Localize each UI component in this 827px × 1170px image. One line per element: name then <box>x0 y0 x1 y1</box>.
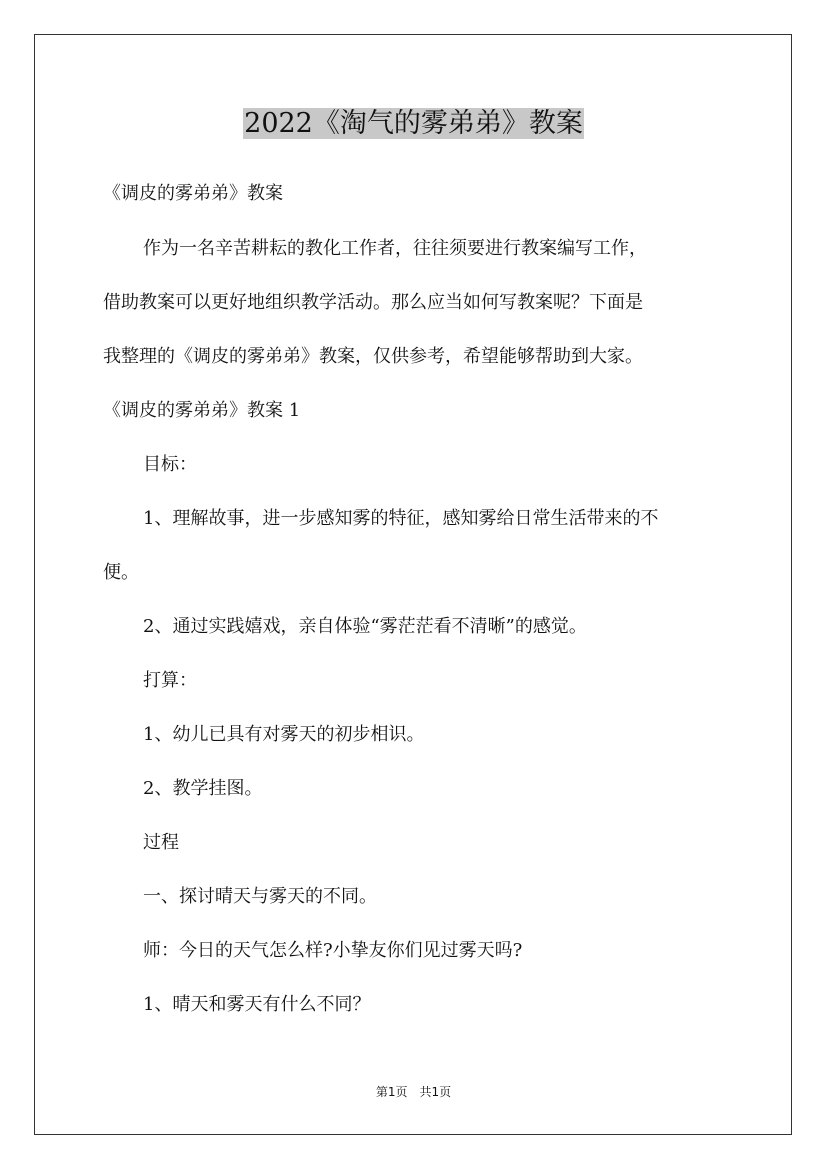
paragraph-line: 一、探讨晴天与雾天的不同。 <box>143 886 377 907</box>
paragraph-line: 1、理解故事，进一步感知雾的特征，感知雾给日常生活带来的不 <box>143 508 659 529</box>
subtitle-line: 《调皮的雾弟弟》教案 <box>103 183 283 204</box>
document-title: 2022《淘气的雾弟弟》教案 <box>244 108 583 139</box>
paragraph-line: 师：今日的天气怎么样?小挚友你们见过雾天吗? <box>143 940 523 961</box>
paragraph-line: 便。 <box>103 562 139 583</box>
paragraph-line: 2、通过实践嬉戏，亲自体验“雾茫茫看不清晰”的感觉。 <box>143 616 587 637</box>
paragraph-line: 借助教案可以更好地组织教学活动。那么应当如何写教案呢？下面是 <box>103 292 643 313</box>
paragraph-line: 目标： <box>143 454 197 475</box>
paragraph-line: 我整理的《调皮的雾弟弟》教案，仅供参考，希望能够帮助到大家。 <box>103 346 643 367</box>
page-footer: 第1页 共1页 <box>375 1085 452 1099</box>
paragraph-line: 1、幼儿已具有对雾天的初步相识。 <box>143 724 425 745</box>
paragraph-line: 2、教学挂图。 <box>143 778 263 799</box>
paragraph-line: 过程 <box>143 832 179 853</box>
paragraph-line: 打算： <box>143 670 197 691</box>
section-heading: 《调皮的雾弟弟》教案 1 <box>103 400 301 421</box>
paragraph-line: 作为一名辛苦耕耘的教化工作者，往往须要进行教案编写工作， <box>143 238 647 259</box>
paragraph-line: 1、晴天和雾天有什么不同？ <box>143 994 371 1015</box>
